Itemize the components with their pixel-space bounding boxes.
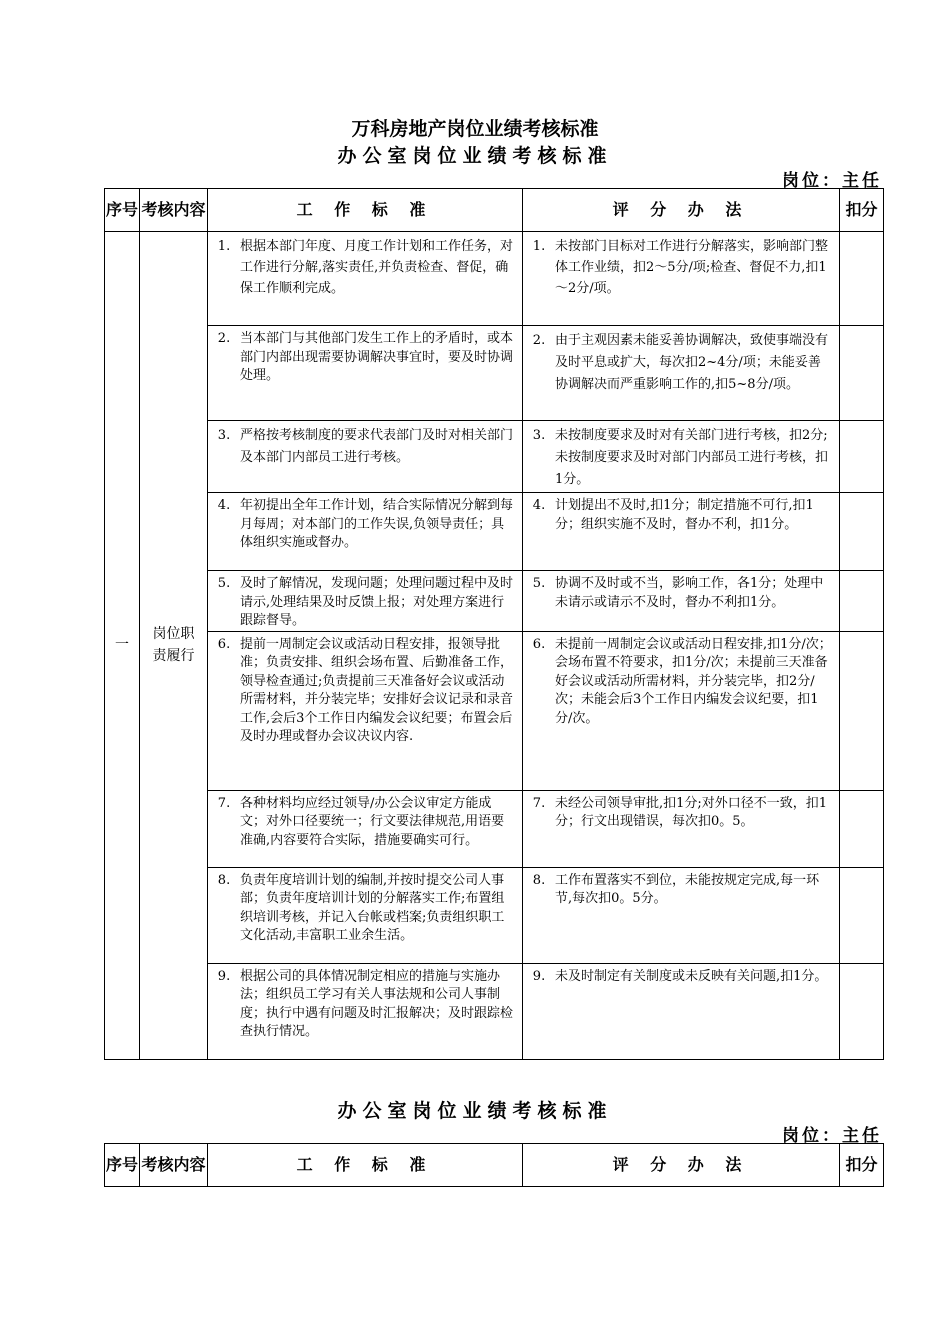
deduct-cell xyxy=(840,963,884,1059)
table-header-row xyxy=(105,1144,884,1187)
scoring-method: 计划提出不及时,扣1分；制定措施不可行,扣1分；组织实施不及时，督办不利，扣1分。 xyxy=(555,498,814,532)
row-number: 3. xyxy=(217,428,231,443)
row-number: 1. xyxy=(217,239,231,254)
header-standard: 工 作 标 准 xyxy=(208,1144,523,1187)
work-standard: 根据本部门年度、月度工作计划和工作任务，对工作进行分解,落实责任,并负责检查、督促，确保工作顺利完成。 xyxy=(240,239,514,296)
row-number: 8. xyxy=(532,872,546,888)
row-number: 4. xyxy=(532,498,546,513)
header-seq: 序号 xyxy=(105,189,140,232)
assessment-table xyxy=(104,188,884,1060)
row-number: 6. xyxy=(217,636,231,652)
header-item: 考核内容 xyxy=(140,189,208,232)
deduct-cell xyxy=(840,493,884,571)
table-row xyxy=(105,232,884,326)
deduct-cell xyxy=(840,631,884,790)
table-row xyxy=(105,631,884,790)
row-number: 5. xyxy=(532,576,546,591)
header-deduct: 扣分 xyxy=(840,189,884,232)
scoring-method: 未经公司领导审批,扣1分;对外口径不一致，扣1分；行文出现错误，每次扣0。5。 xyxy=(555,795,828,829)
post-label-2: 岗位：主任 xyxy=(782,1126,882,1146)
scoring-method: 未按制度要求及时对有关部门进行考核，扣2分;未按制度要求及时对部门内部员工进行考核，扣1分。 xyxy=(555,428,829,487)
document-title: 万科房地产岗位业绩考核标准 xyxy=(351,118,599,140)
header-deduct: 扣分 xyxy=(840,1144,884,1187)
deduct-cell xyxy=(840,421,884,493)
row-number: 2. xyxy=(532,333,546,348)
row-number: 8. xyxy=(217,872,231,888)
header-seq: 序号 xyxy=(105,1144,140,1187)
scoring-method: 未按部门目标对工作进行分解落实，影响部门整体工作业绩，扣2～5分/项;检查、督促不力,扣1～2分/项。 xyxy=(555,239,829,296)
deduct-cell xyxy=(840,326,884,421)
deduct-cell xyxy=(840,867,884,963)
table-row xyxy=(105,493,884,571)
row-number: 6. xyxy=(532,636,546,652)
section-item: 岗位职责履行 xyxy=(140,232,208,1060)
assessment-table-2 xyxy=(104,1143,884,1187)
post-label: 岗位：主任 xyxy=(782,171,882,191)
header-scoring: 评 分 办 法 xyxy=(523,189,840,232)
work-standard: 年初提出全年工作计划，结合实际情况分解到每月每周；对本部门的工作失误,负领导责任；具体组织实施或督办。 xyxy=(240,498,514,550)
row-number: 9. xyxy=(217,968,231,984)
row-number: 9. xyxy=(532,968,546,984)
table-row xyxy=(105,326,884,421)
work-standard: 严格按考核制度的要求代表部门及时对相关部门及本部门内部员工进行考核。 xyxy=(240,428,514,465)
work-standard: 根据公司的具体情况制定相应的措施与实施办法；组织员工学习有关人事法规和公司人事制度；执行中遇有问题及时汇报解决；及时跟踪检查执行情况。 xyxy=(240,968,514,1039)
table-row xyxy=(105,571,884,632)
row-number: 7. xyxy=(532,795,546,811)
deduct-cell xyxy=(840,571,884,632)
deduct-cell xyxy=(840,790,884,867)
table-row xyxy=(105,963,884,1059)
row-number: 3. xyxy=(532,428,546,443)
row-number: 7. xyxy=(217,795,231,811)
row-number: 5. xyxy=(217,576,231,591)
scoring-method: 未提前一周制定会议或活动日程安排,扣1分/次；会场布置不符要求，扣1分/次；未提前三天准备好会议或活动所需材料，并分装完毕，扣2分/次；未能会后3个工作日内编发会议纪要，扣1分/次。 xyxy=(555,636,832,726)
row-number: 1. xyxy=(532,239,546,254)
section-seq: 一 xyxy=(105,232,140,1060)
work-standard: 及时了解情况，发现问题；处理问题过程中及时请示,处理结果及时反馈上报；对处理方案进行跟踪督导。 xyxy=(240,576,514,628)
row-number: 2. xyxy=(217,331,231,346)
scoring-method: 协调不及时或不当，影响工作，各1分；处理中未请示或请示不及时，督办不利扣1分。 xyxy=(555,576,824,610)
table-row xyxy=(105,867,884,963)
scoring-method: 未及时制定有关制度或未反映有关问题,扣1分。 xyxy=(555,968,828,984)
scoring-method: 工作布置落实不到位，未能按规定完成,每一环节,每次扣0。5分。 xyxy=(555,872,820,906)
table-row xyxy=(105,790,884,867)
work-standard: 提前一周制定会议或活动日程安排，报领导批准；负责安排、组织会场布置、后勤准备工作，领导检查通过;负责提前三天准备好会议或活动所需材料，并分装完毕；安排好会议记录和录音工作,会后3个工作日内编发会议纪要；布置会后及时办理或督办会议决议内容. xyxy=(240,636,514,744)
section-title: 办公室岗位业绩考核标准 xyxy=(337,145,613,167)
section-title-2: 办公室岗位业绩考核标准 xyxy=(337,1100,613,1122)
work-standard: 当本部门与其他部门发生工作上的矛盾时，或本部门内部出现需要协调解决事宜时，要及时协调处理。 xyxy=(240,331,514,383)
header-scoring: 评 分 办 法 xyxy=(523,1144,840,1187)
header-item: 考核内容 xyxy=(140,1144,208,1187)
header-standard: 工 作 标 准 xyxy=(208,189,523,232)
work-standard: 各种材料均应经过领导/办公会议审定方能成文；对外口径要统一；行文要法律规范,用语要准确,内容要符合实际，措施要确实可行。 xyxy=(240,795,505,848)
deduct-cell xyxy=(840,232,884,326)
row-number: 4. xyxy=(217,498,231,513)
table-header-row xyxy=(105,189,884,232)
work-standard: 负责年度培训计划的编制,并按时提交公司人事部；负责年度培训计划的分解落实工作;布置组织培训考核，并记入台帐或档案;负责组织职工文化活动,丰富职工业余生活。 xyxy=(240,872,505,943)
scoring-method: 由于主观因素未能妥善协调解决，致使事端没有及时平息或扩大，每次扣2~4分/项；未能妥善协调解决而严重影响工作的,扣5~8分/项。 xyxy=(555,333,829,392)
table-row xyxy=(105,421,884,493)
